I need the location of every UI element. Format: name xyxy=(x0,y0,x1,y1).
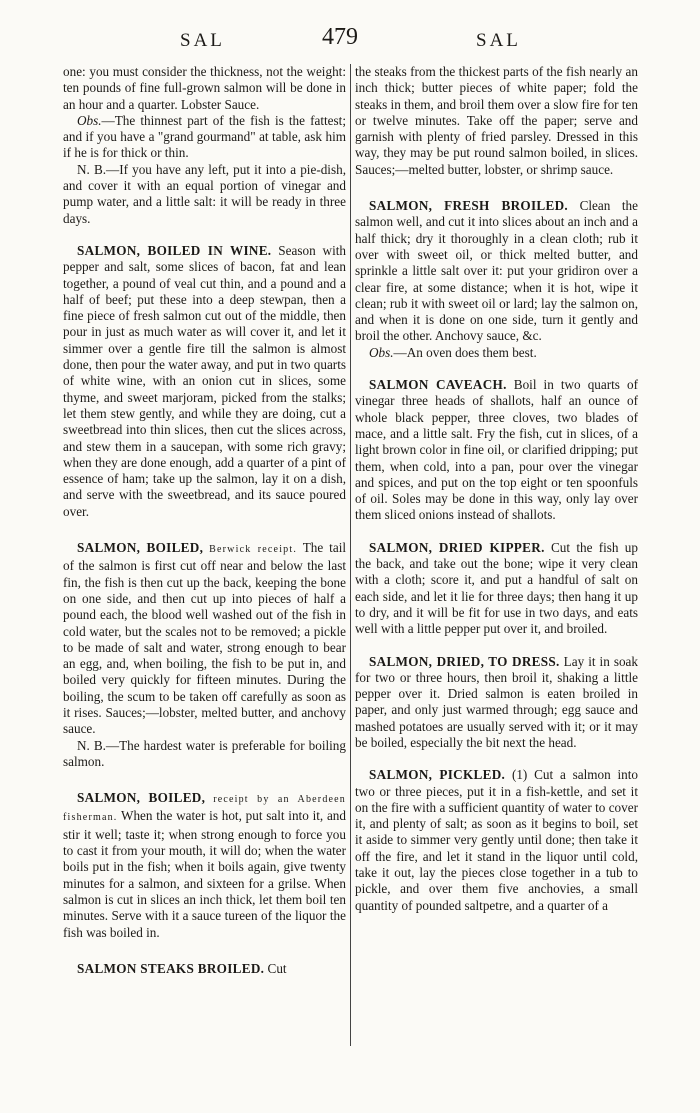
right-column xyxy=(355,64,638,914)
paragraph: one: you must consider the thickness, not the weight: ten pounds of fine full-grown salmon will be done in an hour and a quarter. Lobster Sauce. xyxy=(63,64,346,112)
paragraph xyxy=(355,345,638,361)
recipe-entry xyxy=(63,790,346,941)
recipe-subtitle: receipt by an Aberdeen fisherman. xyxy=(63,794,347,824)
recipe-title: SALMON, BOILED IN WINE. xyxy=(77,242,272,258)
recipe-entry xyxy=(63,540,346,738)
recipe-text: Cut xyxy=(264,960,287,976)
recipe-title: SALMON STEAKS BROILED. xyxy=(77,960,265,976)
header-left: SAL xyxy=(180,30,225,51)
recipe-entry xyxy=(355,654,638,752)
recipe-subtitle: Berwick receipt. xyxy=(209,544,298,556)
recipe-text: When the water is hot, put salt into it, and stir it well; taste it; when strong enough to force you to cast it from your mouth, it will do; when the water boils put in the fish; when it boils again, give twenty minutes for a salmon, and sixteen for a grilse. When salmon is cut in slices an inch thick, let them boil ten minutes. Serve with it a sauce tureen of the liquor the fish was boiled in. xyxy=(63,808,346,940)
recipe-entry xyxy=(355,198,638,345)
recipe-text: The tail of the salmon is first cut off near and below the last fin, the fish is then cut up the back, keeping the bone on one side, and then cut up into pieces of half a pound each, the blood well washed out of the fish in cold water, but the scales not to be removed; a pickle to be made of salt and water, strong enough to bear an egg, and, when boiling, the fish to be put in, and boiled very quickly for fifteen minutes. During the boiling, the scum to be taken off carefully as soon as it rises. Sauces;—lobster, melted butter, and anchovy sauce. xyxy=(63,540,347,737)
obs-label: Obs. xyxy=(77,112,102,128)
recipe-title: SALMON CAVEACH. xyxy=(369,377,507,393)
running-header xyxy=(60,20,640,50)
recipe-text: Cut the fish up the back, and take out the bone; wipe it very clean with a cloth; score it, and put a handful of salt on each side, and let it lie for three days; then hang it up to dry, and it will be fit for use in two days, and eats well with a little pepper put over it, and broiled. xyxy=(355,539,638,637)
obs-text: —An oven does them best. xyxy=(393,344,537,360)
recipe-title: SALMON, BOILED, xyxy=(77,790,206,806)
recipe-entry xyxy=(355,540,638,638)
recipe-title: SALMON, DRIED, TO DRESS. xyxy=(369,653,560,669)
recipe-entry xyxy=(355,767,638,914)
recipe-text: Lay it in soak for two or three hours, then broil it, shaking a little pepper over it. Dried salmon is eaten broiled in paper, and only just warmed through; egg sauce and mashed potatoes are usually served with it; or it may be boiled, especially the bit next the head. xyxy=(355,653,638,750)
header-right: SAL xyxy=(476,30,521,51)
recipe-title: SALMON, DRIED KIPPER. xyxy=(369,539,545,555)
page-body xyxy=(63,64,638,1104)
recipe-title: SALMON, BOILED, xyxy=(77,540,204,556)
paragraph xyxy=(63,113,346,162)
obs-text: —The thinnest part of the fish is the fattest; and if you have a "grand gourmand" at table, ask him if he is for thick or thin. xyxy=(63,112,346,161)
recipe-entry xyxy=(63,961,346,977)
column-divider xyxy=(350,64,351,1046)
paragraph: N. B.—The hardest water is preferable for boiling salmon. xyxy=(63,737,346,769)
recipe-entry xyxy=(63,243,346,520)
paragraph: the steaks from the thickest parts of the fish nearly an inch thick; butter pieces of white paper; fold the steaks in them, and broil them over a slow fire for ten or twelve minutes. Take off the paper; serve and garnish with plenty of fried parsley. Dressed in this way, they may be put round salmon boiled, in slices. Sauces;—melted butter, lobster, or shrimp sauce. xyxy=(355,64,638,177)
recipe-text: Clean the salmon well, and cut it into slices about an inch and a half thick; dry it thoroughly in a clean cloth; rub it over with sweet oil, or thick melted butter, and sprinkle a little salt over it: put your gridiron over a clear fire, at some distance; when it is hot, wipe it clean; rub it with sweet oil or lard; lay the salmon on, and when it is done on one side, turn it gently and broil the other. Anchovy sauce, &c. xyxy=(355,198,638,344)
paragraph: N. B.—If you have any left, put it into a pie-dish, and cover it with an equal portion of vinegar and pump water, and a little salt: it will be ready in three days. xyxy=(63,161,346,226)
recipe-text: Boil in two quarts of vinegar three heads of shallots, half an ounce of whole black pepper, three cloves, two blades of mace, and a little salt. Fry the fish, cut in slices, of a light brown color in fine oil, or clarified dripping; put them, when cold, into a pan, pour over the vinegar and spices, and put on the top eight or ten spoonfuls of oil. Soles may be done in this way, only lay over them sliced onions instead of shallots. xyxy=(355,377,638,523)
recipe-entry xyxy=(355,377,638,524)
recipe-title: SALMON, PICKLED. xyxy=(369,767,506,783)
page-number: 479 xyxy=(322,24,358,50)
recipe-text: (1) Cut a salmon into two or three pieces, put it in a fish-kettle, and set it on the fire with a sufficient quantity of water to cover it, and plenty of salt; as soon as it begins to boil, set it aside to simmer very gently until done; then take it off the fire, and let it stand in the liquor until cold, take it out, lay the pieces close together in a tub to pickle, and over them five anchovies, a small quantity of pounded saltpetre, and a quarter of a xyxy=(355,767,638,913)
obs-label: Obs. xyxy=(369,344,394,360)
left-column xyxy=(63,64,346,977)
recipe-title: SALMON, FRESH BROILED. xyxy=(369,198,568,214)
recipe-text: Season with pepper and salt, some slices of bacon, fat and lean together, a pound of veal cut thin, and a pound and a half of beef; put these into a deep stewpan, then a fine piece of fresh salmon cut out of the middle, then pour in just as much water as will cover it, and let it simmer over a gentle fire till the salmon is almost done, then pour the water away, and put in two quarts of white wine, with an onion cut in slices, some thyme, and sweet marjoram, picked from the stalks; let them stew gently, and while they are doing, cut a sweetbread into thin slices, then cut the slices across, and stew them in a saucepan, with some rich gravy; when they are done enough, add a quarter of a pint of essence of ham; take up the salmon, lay it on a dish, and serve with the sweetbread, and its sauce poured over. xyxy=(63,242,346,519)
